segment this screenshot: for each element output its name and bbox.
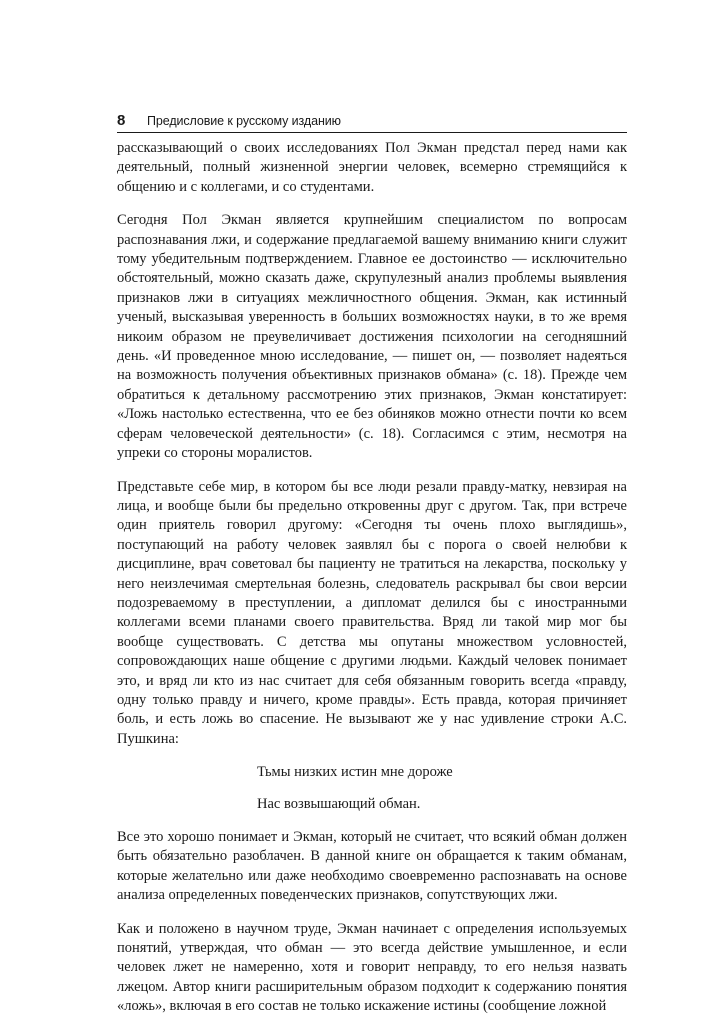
running-title: Предисловие к русскому изданию <box>147 114 341 128</box>
paragraph-4: Все это хорошо понимает и Экман, который не считает, что всякий обман должен быть обязательно разоблачен. В данной книге он обращается к таким обманам, которые желательно или даже необходимо своевременно распознавать на основе анализа определенных поведенческих признаков, сопутствующих лжи. <box>117 829 627 904</box>
verse-line-1: Тьмы низких истин мне дороже <box>257 764 453 781</box>
verse-line-2: Нас возвышающий обман. <box>257 795 421 812</box>
running-header <box>117 112 627 133</box>
paragraph-2: Сегодня Пол Экман является крупнейшим специалистом по вопросам распознавания лжи, и содержание предлагаемой вашему вниманию книги служит тому убедительным подтверждением. Главное ее достоинство — исключительно обстоятельный, можно сказать даже, скрупулезный анализ проблемы выявления признаков лжи в ситуациях межличностного общения. Экман, как истинный ученый, высказывая уверенность в больших возможностях науки, в то же время никоим образом не преувеличивает достижения психологии на сегодняшний день. «И проведенное мною исследование, — пишет он, — позволяет надеяться на возможность получения объективных признаков обмана» (с. 18). Прежде чем обратиться к детальному рассмотрению этих признаков, Экман констатирует: «Ложь настолько естественна, что ее без обиняков можно отнести почти ко всем сферам человеческой деятельности» (с. 18). Согласимся с этим, несмотря на упреки со стороны моралистов. <box>117 212 627 462</box>
paragraph-5: Как и положено в научном труде, Экман начинает с определения используемых понятий, утверждая, что обман — это всегда действие умышленное, и если человек лжет не намеренно, хотя и говорит неправду, то его нельзя назвать лжецом. Автор книги расширительным образом подходит к содержанию понятия «ложь», включая в его состав не только искажение истины (сообщение ложной <box>117 920 627 1015</box>
body-text <box>117 139 627 1017</box>
paragraph-3: Представьте себе мир, в котором бы все люди резали правду-матку, невзирая на лица, и вообще были бы предельно откровенны друг с другом. Так, при встрече один приятель говорил другому: «Сегодня ты очень плохо выглядишь», поступающий на работу человек заявлял бы с порога о своей нелюбви к дисциплине, врач советовал бы пациенту не тратиться на лекарства, поскольку у него неизлечимая смертельная болезнь, следователь раскрывал бы свои версии подозреваемому в преступлении, а дипломат делился бы с иностранными коллегами всеми планами своего правительства. Вряд ли такой мир мог бы вообще существовать. С детства мы опутаны множеством условностей, сопровождающих наше общение с другими людьми. Каждый человек понимает это, и вряд ли кто из нас считает для себя обязанным говорить всегда «правду, одну только правду и ничего, кроме правды». Есть правда, которая причиняет боль, и есть ложь во спасение. Не вызывают же у нас удивление строки А.С. Пушкина: <box>117 478 627 747</box>
pushkin-quote <box>117 763 627 814</box>
paragraph-1: рассказывающий о своих исследованиях Пол Экман предстал перед нами как деятельный, полный жизненной энергии человек, всемерно стремящийся к общению и с коллегами, и со студентами. <box>117 140 627 195</box>
page-number: 8 <box>117 112 126 129</box>
